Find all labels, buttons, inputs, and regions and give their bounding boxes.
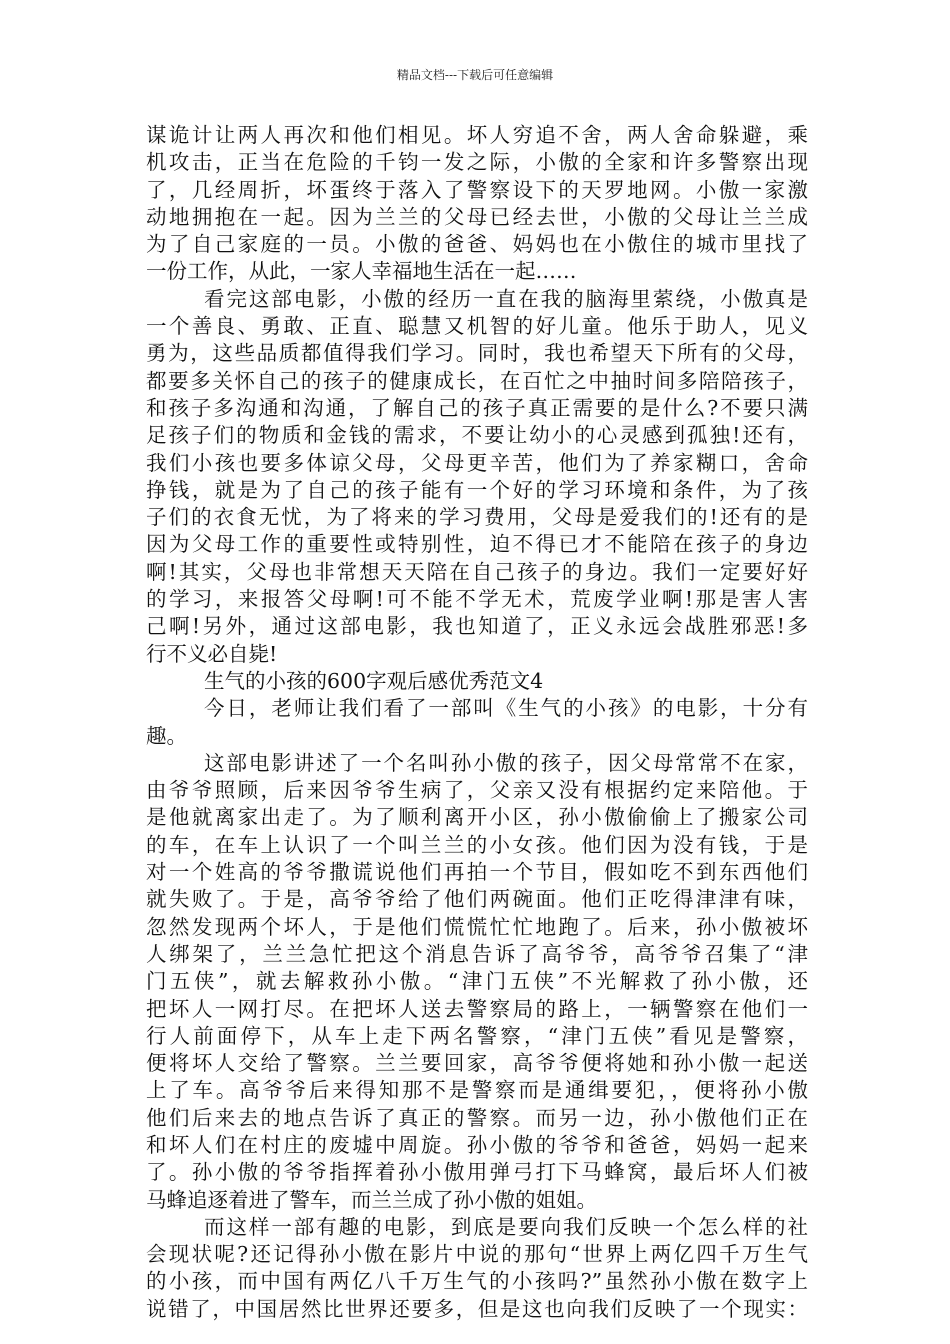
text-line: 谋诡计让两人再次和他们相见。坏人穷追不舍，两人舍命躲避，乘	[146, 123, 808, 147]
text-line: 一个善良、勇敢、正直、聪慧又机智的好儿童。他乐于助人，见义	[146, 314, 808, 339]
text-line: 啊!其实，父母也非常想天天陪在自己孩子的身边。我们一定要好好	[146, 559, 808, 584]
text-line: 上了车。高爷爷后来得知那不是警察而是通缉要犯，，便将孙小傲	[146, 1078, 808, 1103]
text-line: 因为父母工作的重要性或特别性，迫不得已才不能陪在孩子的身边	[146, 532, 808, 557]
text-line: 人绑架了，兰兰急忙把这个消息告诉了高爷爷，高爷爷召集了“津	[146, 941, 808, 966]
text-line: 行人前面停下，从车上走下两名警察，“津门五侠”看见是警察，	[146, 1023, 808, 1048]
text-line: 门五侠”，就去解救孙小傲。“津门五侠”不光解救了孙小傲，还	[146, 969, 808, 994]
text-line: 忽然发现两个坏人，于是他们慌慌忙忙地跑了。后来，孙小傲被坏	[146, 914, 808, 939]
document-body	[146, 122, 808, 1323]
text-line: 对一个姓高的爷爷撒谎说他们再拍一个节目，假如吃不到东西他们	[146, 860, 808, 885]
text-line: 一份工作，从此，一家人幸福地生活在一起……	[146, 259, 577, 284]
text-line: 行不义必自毙!	[146, 641, 278, 666]
text-line: 了。孙小傲的爷爷指挥着孙小傲用弹弓打下马蜂窝，最后坏人们被	[146, 1160, 808, 1185]
text-line: 和孩子多沟通和沟通，了解自己的孩子真正需要的是什么?不要只满	[146, 395, 808, 420]
text-line: 会现状呢?还记得孙小傲在影片中说的那句“世界上两亿四千万生气	[146, 1242, 808, 1267]
text-line: 机攻击，正当在危险的千钧一发之际，小傲的全家和许多警察出现	[146, 150, 808, 175]
text-line: 勇为，这些品质都值得我们学习。同时，我也希望天下所有的父母，	[146, 341, 808, 366]
page-header: 精品文档---下载后可任意编辑	[396, 68, 554, 82]
text-line: 趣。	[146, 723, 187, 748]
text-line: 的车，在车上认识了一个叫兰兰的小女孩。他们因为没有钱，于是	[146, 832, 808, 857]
text-line: 他们后来去的地点告诉了真正的警察。而另一边，孙小傲他们正在	[146, 1105, 808, 1130]
text-line: 都要多关怀自己的孩子的健康成长，在百忙之中抽时间多陪陪孩子，	[146, 368, 808, 393]
text-line: 说错了，中国居然比世界还要多，但是这也向我们反映了一个现实：	[146, 1296, 808, 1321]
text-line: 我们小孩也要多体谅父母，父母更辛苦，他们为了养家糊口，舍命	[146, 450, 808, 475]
text-line: 的学习，来报答父母啊!可不能不学无术，荒废学业啊!那是害人害	[146, 587, 808, 612]
text-line: 就失败了。于是，高爷爷给了他们两碗面。他们正吃得津津有味，	[146, 887, 808, 912]
text-line: 马蜂追逐着进了警车，而兰兰成了孙小傲的姐姐。	[146, 1187, 597, 1212]
text-line: 生气的小孩的600字观后感优秀范文4	[204, 668, 544, 693]
text-line: 为了自己家庭的一员。小傲的爸爸、妈妈也在小傲住的城市里找了	[146, 232, 808, 257]
text-line: 己啊!另外，通过这部电影，我也知道了，正义永远会战胜邪恶!多	[146, 614, 808, 639]
text-line: 便将坏人交给了警察。兰兰要回家，高爷爷便将她和孙小傲一起送	[146, 1051, 808, 1076]
text-line: 这部电影讲述了一个名叫孙小傲的孩子，因父母常常不在家，	[204, 750, 808, 775]
text-line: 而这样一部有趣的电影，到底是要向我们反映一个怎么样的社	[204, 1214, 808, 1239]
text-line: 的小孩，而中国有两亿八千万生气的小孩吗?”虽然孙小傲在数字上	[146, 1269, 808, 1294]
text-line: 看完这部电影，小傲的经历一直在我的脑海里萦绕，小傲真是	[204, 286, 808, 311]
text-line: 动地拥抱在一起。因为兰兰的父母已经去世，小傲的父母让兰兰成	[146, 204, 808, 229]
text-line: 和坏人们在村庄的废墟中周旋。孙小傲的爷爷和爸爸，妈妈一起来	[146, 1132, 808, 1157]
text-line: 了，几经周折，坏蛋终于落入了警察设下的天罗地网。小傲一家激	[146, 177, 808, 202]
text-line: 今日，老师让我们看了一部叫《生气的小孩》的电影，十分有	[204, 696, 808, 721]
text-line: 足孩子们的物质和金钱的需求，不要让幼小的心灵感到孤独!还有，	[146, 423, 808, 448]
text-line: 把坏人一网打尽。在把坏人送去警察局的路上，一辆警察在他们一	[146, 996, 808, 1021]
text-line: 子们的衣食无忧，为了将来的学习费用，父母是爱我们的!还有的是	[146, 505, 808, 530]
text-line: 挣钱，就是为了自己的孩子能有一个好的学习环境和条件，为了孩	[146, 477, 808, 502]
text-line: 是他就离家出走了。为了顺利离开小区，孙小傲偷偷上了搬家公司	[146, 805, 808, 830]
text-line: 由爷爷照顾，后来因爷爷生病了，父亲又没有根据约定来陪他。于	[146, 778, 808, 803]
